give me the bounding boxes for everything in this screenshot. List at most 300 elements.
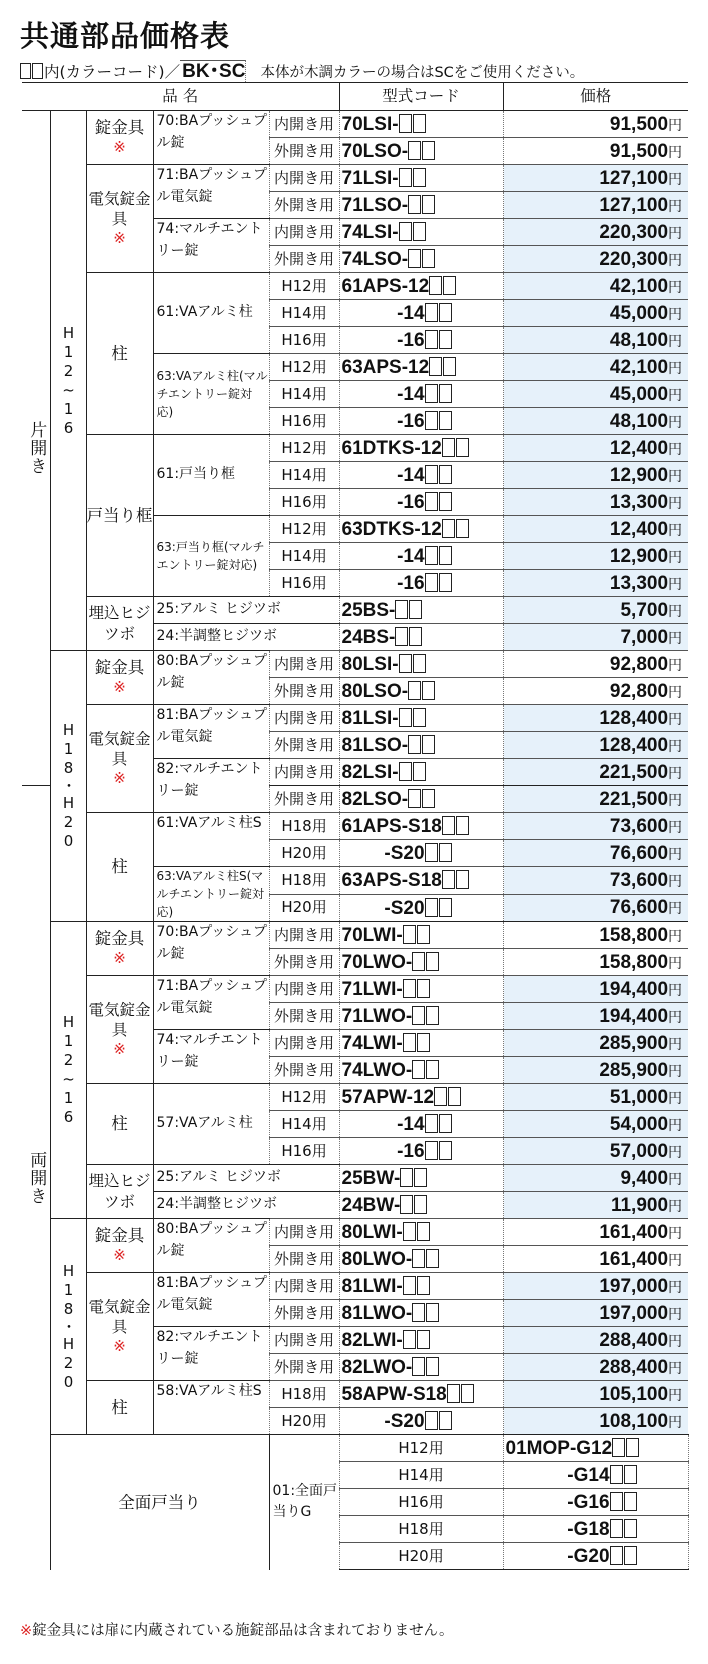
- model-code: [339, 1300, 503, 1327]
- model-code: [339, 1354, 503, 1381]
- model-code: [339, 678, 503, 705]
- yen-unit: 円: [668, 360, 683, 377]
- price-value: 285,900: [599, 1032, 669, 1054]
- color-code-box-icon: [414, 1195, 427, 1214]
- table-row: [22, 597, 688, 624]
- yen-unit: 円: [668, 819, 683, 836]
- color-code-box-icon: [439, 465, 452, 484]
- color-code-box-icon: [426, 1249, 439, 1268]
- model-code: [503, 1543, 688, 1570]
- price-cell: [503, 381, 688, 408]
- price-value: 197,000: [599, 1275, 669, 1297]
- model-code-text: 61APS-S18: [341, 816, 442, 837]
- price-value: 91,500: [609, 113, 669, 135]
- product-label: 61:戸当り框: [156, 466, 236, 483]
- header-price: 価格: [503, 83, 688, 111]
- product-name: [153, 813, 269, 867]
- price-value: 45,000: [609, 383, 669, 405]
- color-code-box-icon: [442, 816, 455, 835]
- price-cell: [503, 1408, 688, 1435]
- price-cell: [503, 1273, 688, 1300]
- model-code-text: 82LWI-: [341, 1330, 403, 1351]
- model-code: [339, 1408, 503, 1435]
- color-code-box-icon: [417, 1222, 430, 1241]
- color-code-box-icon: [399, 168, 412, 187]
- yen-unit: 円: [668, 468, 683, 485]
- yen-unit: 円: [668, 684, 683, 701]
- note-mark: ※: [20, 1623, 33, 1639]
- category-embed: [86, 597, 153, 651]
- variant: 外開き用: [269, 1300, 339, 1327]
- color-code-box-icon: [425, 492, 438, 511]
- price-cell: [503, 705, 688, 732]
- table-row: [22, 705, 688, 732]
- height-label: H18・H20: [59, 721, 78, 851]
- color-code-box-icon: [408, 141, 421, 160]
- product-label: 80:BAプッシュプル錠: [156, 1221, 267, 1259]
- color-code-box-icon: [422, 195, 435, 214]
- product-label: 71:BAプッシュプル電気錠: [156, 167, 267, 205]
- model-code-text: -S20: [384, 897, 425, 919]
- color-code-box-icon: [626, 1438, 639, 1457]
- variant: H20用: [269, 1408, 339, 1435]
- price-cell: [503, 138, 688, 165]
- product-label: 74:マルチエントリー錠: [156, 221, 263, 259]
- product-name: [153, 1381, 269, 1435]
- color-code-box-icon: [414, 1168, 427, 1187]
- yen-unit: 円: [668, 657, 683, 674]
- color-code-box-icon: [403, 1276, 416, 1295]
- yen-unit: 円: [668, 171, 683, 188]
- price-cell: [503, 1327, 688, 1354]
- color-code-box-icon: [422, 141, 435, 160]
- variant: 内開き用: [269, 1219, 339, 1246]
- color-code-box-icon: [439, 1141, 452, 1160]
- price-cell: [503, 624, 688, 651]
- product-label: 61:VAアルミ柱: [156, 304, 253, 321]
- model-code-text: 70LSI-: [341, 114, 399, 135]
- variant: H16用: [269, 1138, 339, 1165]
- price-value: 13,300: [609, 491, 669, 513]
- category-label: 戸当り框: [86, 505, 153, 525]
- color-code-box-icon: [442, 870, 455, 889]
- color-code-box-icon: [408, 195, 421, 214]
- product-name: [153, 273, 269, 354]
- yen-unit: 円: [668, 576, 683, 593]
- color-code-box-icon: [413, 708, 426, 727]
- price-value: 5,700: [620, 599, 669, 621]
- model-code-text: 81LSO-: [341, 735, 409, 756]
- color-code-box-icon: [399, 762, 412, 781]
- price-cell: [503, 1192, 688, 1219]
- yen-unit: 円: [668, 1306, 683, 1323]
- category-label: 電気錠金具: [88, 729, 151, 768]
- price-value: 285,900: [599, 1059, 669, 1081]
- product-name: [153, 1030, 269, 1084]
- color-code-box-icon: [399, 222, 412, 241]
- price-value: 127,100: [599, 194, 669, 216]
- price-cell: [503, 1003, 688, 1030]
- model-code-text: 80LWI-: [341, 1222, 403, 1243]
- model-code-text: 71LWO-: [341, 1006, 413, 1027]
- price-value: 127,100: [599, 167, 669, 189]
- model-code: [339, 1111, 503, 1138]
- yen-unit: 円: [668, 441, 683, 458]
- color-note: 本体が木調カラーの場合はSCをご使用ください。: [260, 65, 585, 81]
- product-label: 61:VAアルミ柱S: [156, 815, 262, 831]
- group-label: 全面戸当り: [118, 1492, 201, 1512]
- price-value: 57,000: [609, 1140, 669, 1162]
- variant: H14用: [269, 462, 339, 489]
- variant: H18用: [269, 867, 339, 895]
- variant: 外開き用: [269, 732, 339, 759]
- model-code: [339, 408, 503, 435]
- group-kata: [22, 111, 50, 786]
- color-code-box-icon: [456, 438, 469, 457]
- model-code: [339, 1030, 503, 1057]
- product-name: [153, 922, 269, 976]
- price-value: 128,400: [599, 734, 669, 756]
- model-code-text: 80LSO-: [341, 681, 409, 702]
- model-code-text: 63APS-12: [341, 357, 430, 378]
- price-value: 105,100: [599, 1383, 669, 1405]
- color-code-box-icon: [399, 654, 412, 673]
- model-code-text: 81LSI-: [341, 708, 399, 729]
- model-code: [339, 1084, 503, 1111]
- yen-unit: 円: [668, 549, 683, 566]
- color-code-box-icon: [448, 1087, 461, 1106]
- table-row: [22, 1165, 688, 1192]
- yen-unit: 円: [668, 1090, 683, 1107]
- yen-unit: 円: [668, 522, 683, 539]
- product-name: [153, 516, 269, 597]
- yen-unit: 円: [668, 1333, 683, 1350]
- model-code-text: 81LWI-: [341, 1276, 403, 1297]
- model-code-text: 74LWO-: [341, 1060, 413, 1081]
- color-code-box-icon: [412, 1006, 425, 1025]
- price-cell: [503, 1111, 688, 1138]
- category-label: 柱: [111, 857, 128, 877]
- height-range: [50, 111, 86, 651]
- variant: 内開き用: [269, 1273, 339, 1300]
- variant: 外開き用: [269, 786, 339, 813]
- color-code-box-icon: [439, 898, 452, 917]
- model-code-text: 71LWI-: [341, 979, 403, 1000]
- price-cell: [503, 516, 688, 543]
- table-row: [22, 1084, 688, 1111]
- variant: 内開き用: [269, 976, 339, 1003]
- table-row: [22, 273, 688, 300]
- group-ryo: [22, 786, 50, 1570]
- price-value: 92,800: [609, 680, 669, 702]
- price-cell: [503, 543, 688, 570]
- price-value: 197,000: [599, 1302, 669, 1324]
- note-mark: ※: [113, 678, 126, 697]
- model-code-text: -14: [397, 546, 425, 567]
- price-value: 42,100: [609, 356, 669, 378]
- note-mark: ※: [113, 228, 126, 247]
- model-code-text: 24BS-: [341, 627, 396, 648]
- code-placeholder-icon: [20, 63, 31, 79]
- model-code-text: 25BS-: [341, 600, 396, 621]
- price-value: 42,100: [609, 275, 669, 297]
- model-code-text: 82LSO-: [341, 789, 409, 810]
- category-label: 錠金具: [94, 658, 145, 678]
- color-code-box-icon: [425, 573, 438, 592]
- yen-unit: 円: [668, 387, 683, 404]
- color-code-box-icon: [399, 114, 412, 133]
- product-label: 25:アルミ ヒジツボ: [156, 601, 281, 618]
- height-label: H12~16: [59, 1013, 78, 1127]
- yen-unit: 円: [668, 306, 683, 323]
- category-lock: [86, 1219, 153, 1273]
- model-code: [339, 1219, 503, 1246]
- price-cell: [503, 922, 688, 949]
- color-code-box-icon: [412, 1249, 425, 1268]
- table-row: [22, 1219, 688, 1246]
- color-code-box-icon: [426, 952, 439, 971]
- color-code-box-icon: [610, 1546, 623, 1565]
- model-code: [339, 165, 503, 192]
- model-code: [339, 922, 503, 949]
- price-cell: [503, 246, 688, 273]
- price-cell: [503, 1084, 688, 1111]
- product-label: 70:BAプッシュプル錠: [156, 113, 267, 151]
- price-cell: [503, 678, 688, 705]
- product-label: 80:BAプッシュプル錠: [156, 653, 267, 691]
- price-cell: [503, 976, 688, 1003]
- model-code: [339, 300, 503, 327]
- product-name: [153, 705, 269, 759]
- price-cell: [503, 327, 688, 354]
- note-mark: ※: [113, 138, 126, 157]
- category-post: [86, 273, 153, 435]
- variant: 内開き用: [269, 705, 339, 732]
- header-name: 品 名: [22, 83, 339, 111]
- price-value: 13,300: [609, 572, 669, 594]
- color-code-box-icon: [413, 762, 426, 781]
- color-code-box-icon: [403, 1330, 416, 1349]
- code-placeholder-icon: [32, 63, 43, 79]
- color-code-box-icon: [403, 1222, 416, 1241]
- category-embed: [86, 1165, 153, 1219]
- price-cell: [503, 1246, 688, 1273]
- color-code-box-icon: [413, 114, 426, 133]
- note-mark: ※: [113, 768, 126, 787]
- model-code-text: -16: [397, 330, 425, 351]
- color-code-box-icon: [399, 708, 412, 727]
- variant: H20用: [269, 840, 339, 867]
- price-cell: [503, 273, 688, 300]
- price-value: 128,400: [599, 707, 669, 729]
- yen-unit: 円: [668, 1144, 683, 1161]
- price-cell: [503, 949, 688, 976]
- color-code-box-icon: [443, 357, 456, 376]
- color-code-box-icon: [439, 492, 452, 511]
- yen-unit: 円: [668, 414, 683, 431]
- variant: H14用: [269, 543, 339, 570]
- color-code-box-icon: [456, 519, 469, 538]
- model-code-text: -S20: [384, 1411, 425, 1432]
- color-code-box-icon: [425, 898, 438, 917]
- yen-unit: 円: [668, 279, 683, 296]
- color-code-box-icon: [425, 1411, 438, 1430]
- yen-unit: 円: [668, 603, 683, 620]
- color-code-prefix: 内(カラーコード)／: [44, 63, 181, 81]
- table-row: [22, 813, 688, 840]
- model-code-text: 70LWO-: [341, 952, 413, 973]
- color-code-box-icon: [612, 1438, 625, 1457]
- model-code: [339, 273, 503, 300]
- variant: 外開き用: [269, 1003, 339, 1030]
- color-code-box-icon: [422, 249, 435, 268]
- price-table: [22, 82, 688, 1570]
- model-code: [339, 219, 503, 246]
- color-code-box-icon: [425, 843, 438, 862]
- yen-unit: 円: [668, 144, 683, 161]
- color-code-box-icon: [425, 384, 438, 403]
- color-code-box-icon: [439, 330, 452, 349]
- variant: H16用: [339, 1489, 503, 1516]
- variant: H18用: [269, 1381, 339, 1408]
- yen-unit: 円: [668, 1198, 683, 1215]
- color-code-box-icon: [447, 1384, 460, 1403]
- product-name: [153, 1084, 269, 1165]
- product-label: 82:マルチエントリー錠: [156, 761, 263, 799]
- model-code-text: 74LWI-: [341, 1033, 403, 1054]
- variant: H20用: [339, 1543, 503, 1570]
- yen-unit: 円: [668, 1036, 683, 1053]
- color-code-box-icon: [403, 925, 416, 944]
- model-code: [339, 1246, 503, 1273]
- model-code-text: 63APS-S18: [341, 870, 442, 892]
- model-code: [339, 949, 503, 976]
- color-code-box-icon: [439, 303, 452, 322]
- variant: H12用: [339, 1435, 503, 1462]
- group-label: 両開き: [26, 1150, 47, 1205]
- model-code: [339, 543, 503, 570]
- model-code: [339, 1003, 503, 1030]
- price-value: 45,000: [609, 302, 669, 324]
- yen-unit: 円: [668, 1387, 683, 1404]
- product-label: 57:VAアルミ柱: [156, 1115, 253, 1132]
- price-value: 161,400: [599, 1221, 669, 1243]
- model-code-text: -14: [397, 1114, 425, 1135]
- yen-unit: 円: [668, 1009, 683, 1026]
- yen-unit: 円: [668, 495, 683, 512]
- model-code: [339, 381, 503, 408]
- price-cell: [503, 786, 688, 813]
- product-label: 81:BAプッシュプル電気錠: [156, 1275, 267, 1313]
- category-post: [86, 1381, 153, 1435]
- model-code: [503, 1489, 688, 1516]
- product-name: [153, 651, 269, 705]
- color-code-box-icon: [400, 1195, 413, 1214]
- product-name: [153, 1165, 339, 1192]
- product-name: [153, 354, 269, 435]
- variant: H12用: [269, 516, 339, 543]
- price-cell: [503, 1165, 688, 1192]
- color-code-values: BK･SC: [182, 61, 246, 82]
- color-code-box-icon: [417, 1033, 430, 1052]
- product-name: [153, 165, 269, 219]
- variant: 外開き用: [269, 1246, 339, 1273]
- price-value: 108,100: [599, 1410, 669, 1432]
- price-value: 220,300: [599, 248, 669, 270]
- model-code: [339, 759, 503, 786]
- variant: H18用: [269, 813, 339, 840]
- model-code-text: 71LSO-: [341, 195, 409, 216]
- model-code: [339, 732, 503, 759]
- color-code-box-icon: [624, 1492, 637, 1511]
- color-code-box-icon: [426, 1357, 439, 1376]
- color-code-box-icon: [429, 276, 442, 295]
- color-code-box-icon: [422, 735, 435, 754]
- price-value: 158,800: [599, 951, 669, 973]
- table-row: [22, 111, 688, 138]
- category-lock: [86, 111, 153, 165]
- price-cell: [503, 219, 688, 246]
- model-code-text: 70LSO-: [341, 141, 409, 162]
- model-code: [339, 867, 503, 895]
- variant: H12用: [269, 354, 339, 381]
- price-value: 73,600: [609, 815, 669, 837]
- price-cell: [503, 1138, 688, 1165]
- price-value: 221,500: [599, 788, 669, 810]
- yen-unit: 円: [668, 117, 683, 134]
- table-row: [22, 435, 688, 462]
- price-value: 92,800: [609, 653, 669, 675]
- product-name: [153, 1219, 269, 1273]
- model-code: [339, 516, 503, 543]
- model-code-text: -G16: [567, 1492, 610, 1513]
- yen-unit: 円: [668, 955, 683, 972]
- note-mark: ※: [113, 1336, 126, 1355]
- price-value: 12,900: [609, 464, 669, 486]
- header-model: 型式コード: [339, 83, 503, 111]
- yen-unit: 円: [668, 792, 683, 809]
- color-code-box-icon: [434, 1087, 447, 1106]
- page-title: 共通部品価格表: [20, 19, 231, 53]
- price-cell: [503, 489, 688, 516]
- variant: 外開き用: [269, 246, 339, 273]
- price-cell: [503, 570, 688, 597]
- variant: H20用: [269, 894, 339, 922]
- model-code-text: 57APW-12: [341, 1087, 435, 1108]
- model-code-text: 74LSI-: [341, 222, 399, 243]
- color-code-box-icon: [439, 843, 452, 862]
- price-value: 9,400: [620, 1167, 669, 1189]
- price-cell: [503, 1219, 688, 1246]
- price-cell: [503, 165, 688, 192]
- model-code: [339, 327, 503, 354]
- color-code-box-icon: [624, 1465, 637, 1484]
- model-code-text: -14: [397, 465, 425, 486]
- category-elock: [86, 165, 153, 273]
- yen-unit: 円: [668, 1063, 683, 1080]
- model-code: [339, 111, 503, 138]
- model-code-text: 71LSI-: [341, 168, 399, 189]
- variant: H12用: [269, 435, 339, 462]
- category-elock: [86, 705, 153, 813]
- product-name: [153, 867, 269, 922]
- yen-unit: 円: [668, 1279, 683, 1296]
- model-code: [339, 138, 503, 165]
- product-label: 25:アルミ ヒジツボ: [156, 1169, 281, 1186]
- price-cell: [503, 1057, 688, 1084]
- color-code-box-icon: [439, 573, 452, 592]
- price-cell: [503, 462, 688, 489]
